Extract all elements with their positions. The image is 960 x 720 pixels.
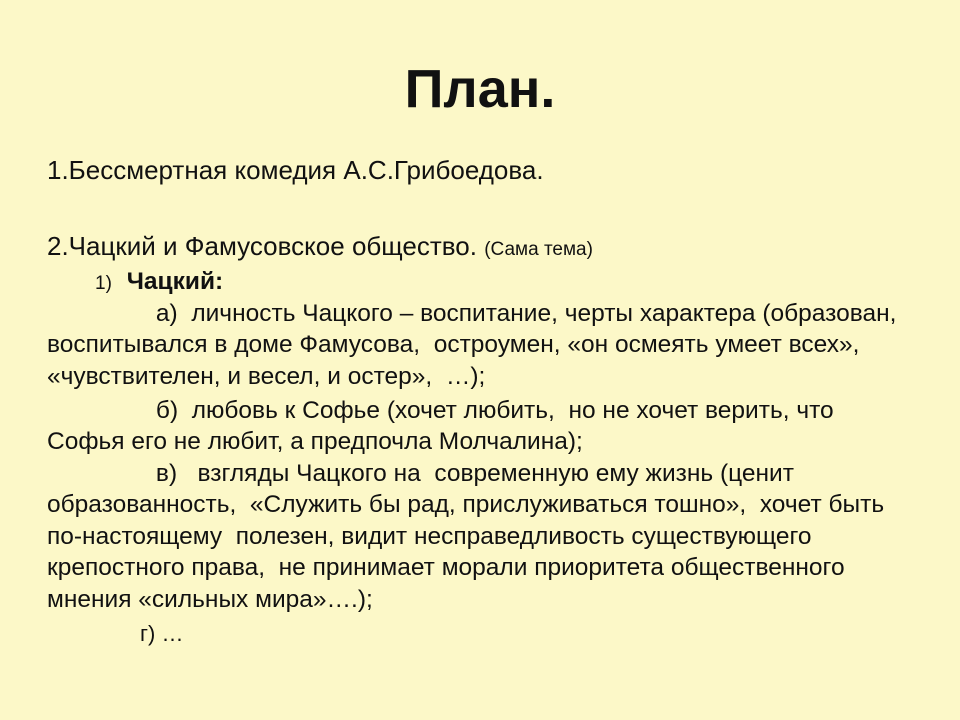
sub-item-1-marker: 1) <box>95 273 112 294</box>
slide-title: План. <box>404 59 556 119</box>
point-v: в) взгляды Чацкого на современную ему жизнь (ценит образованность, «Служить бы рад, прислуживаться тошно», хочет быть по-настоящему полезен, видит несправедливость существующего крепостного права, не принимает морали приоритета общественного мнения «сильных мира»….); <box>47 460 891 613</box>
plan-item-1: 1.Бессмертная комедия А.С.Грибоедова. <box>47 155 544 185</box>
point-b: б) любовь к Софье (хочет любить, но не хочет верить, что Софья его не любит, а предпочла Молчалина); <box>47 397 841 456</box>
point-a: а) личность Чацкого – воспитание, черты характера (образован, воспитывался в доме Фамусова, остроумен, «он осмеять умеет всех», «чувствителен, и весел, и остер», …); <box>47 300 904 390</box>
point-g: г) … <box>140 621 184 646</box>
plan-item-2-text: 2.Чацкий и Фамусовское общество. <box>47 231 477 261</box>
sub-item-1 <box>95 266 223 299</box>
plan-item-2-note: (Сама тема) <box>484 239 593 260</box>
sub-item-1-label: Чацкий: <box>126 268 224 295</box>
plan-item-2 <box>47 230 593 266</box>
